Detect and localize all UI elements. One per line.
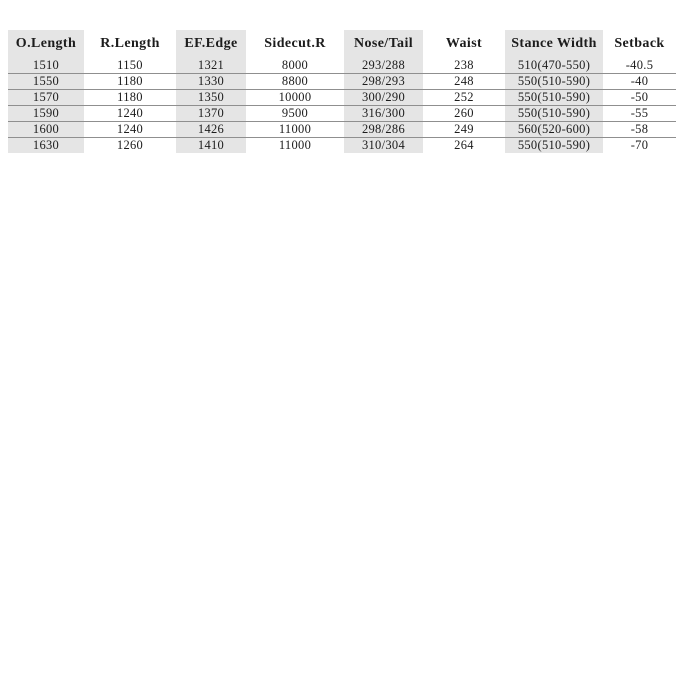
cell: 252 xyxy=(423,90,505,106)
column-header-stance-width: Stance Width xyxy=(505,30,603,58)
table-row xyxy=(8,90,676,106)
column-header-r-length: R.Length xyxy=(100,36,160,51)
cell: 249 xyxy=(423,122,505,138)
column-header-sidecut-r: Sidecut.R xyxy=(264,36,326,51)
cell: 1150 xyxy=(84,58,176,74)
cell: -40.5 xyxy=(603,58,676,74)
table-row xyxy=(8,138,676,154)
column-header-ef-edge: EF.Edge xyxy=(176,30,246,58)
spec-table xyxy=(8,30,676,153)
cell: 550(510-590) xyxy=(505,138,603,154)
cell: 1321 xyxy=(176,58,246,74)
cell: 293/288 xyxy=(344,58,423,74)
cell: 550(510-590) xyxy=(505,106,603,122)
cell: -50 xyxy=(603,90,676,106)
cell: 310/304 xyxy=(344,138,423,154)
cell: 316/300 xyxy=(344,106,423,122)
cell: 264 xyxy=(454,138,474,152)
cell: 1410 xyxy=(176,138,246,154)
cell: 1240 xyxy=(84,122,176,138)
cell: 1240 xyxy=(84,106,176,122)
cell: 1330 xyxy=(176,74,246,90)
column-header-setback: Setback xyxy=(614,36,665,51)
cell: 8800 xyxy=(246,74,344,90)
header-row xyxy=(8,30,676,58)
cell: 510(470-550) xyxy=(505,58,603,74)
spec-table-header xyxy=(8,30,676,58)
cell: 11000 xyxy=(278,138,312,152)
cell: 550(510-590) xyxy=(505,90,603,106)
cell: 260 xyxy=(423,106,505,122)
cell: 1550 xyxy=(8,74,84,90)
cell: 8000 xyxy=(246,58,344,74)
cell: 1180 xyxy=(84,74,176,90)
cell: 1570 xyxy=(8,90,84,106)
cell: 1600 xyxy=(8,122,84,138)
cell: 560(520-600) xyxy=(505,122,603,138)
cell: 1180 xyxy=(84,90,176,106)
cell: 1590 xyxy=(8,106,84,122)
cell: -70 xyxy=(630,138,649,152)
column-header-waist: Waist xyxy=(445,36,483,51)
cell: 10000 xyxy=(246,90,344,106)
cell: 1426 xyxy=(176,122,246,138)
cell: 298/286 xyxy=(344,122,423,138)
cell: -58 xyxy=(603,122,676,138)
column-header-nose-tail: Nose/Tail xyxy=(344,30,423,58)
cell: 1370 xyxy=(176,106,246,122)
table-row xyxy=(8,106,676,122)
cell: 1630 xyxy=(8,138,84,154)
cell: 11000 xyxy=(246,122,344,138)
column-header-o-length: O.Length xyxy=(8,30,84,58)
table-row xyxy=(8,74,676,90)
cell: 1260 xyxy=(116,138,144,152)
spec-table-body xyxy=(8,58,676,153)
cell: -55 xyxy=(603,106,676,122)
table-row xyxy=(8,122,676,138)
cell: 1510 xyxy=(8,58,84,74)
cell: 238 xyxy=(423,58,505,74)
table-row xyxy=(8,58,676,74)
cell: 298/293 xyxy=(344,74,423,90)
cell: 248 xyxy=(423,74,505,90)
cell: 300/290 xyxy=(344,90,423,106)
cell: 9500 xyxy=(246,106,344,122)
cell: 1350 xyxy=(176,90,246,106)
cell: -40 xyxy=(603,74,676,90)
cell: 550(510-590) xyxy=(505,74,603,90)
